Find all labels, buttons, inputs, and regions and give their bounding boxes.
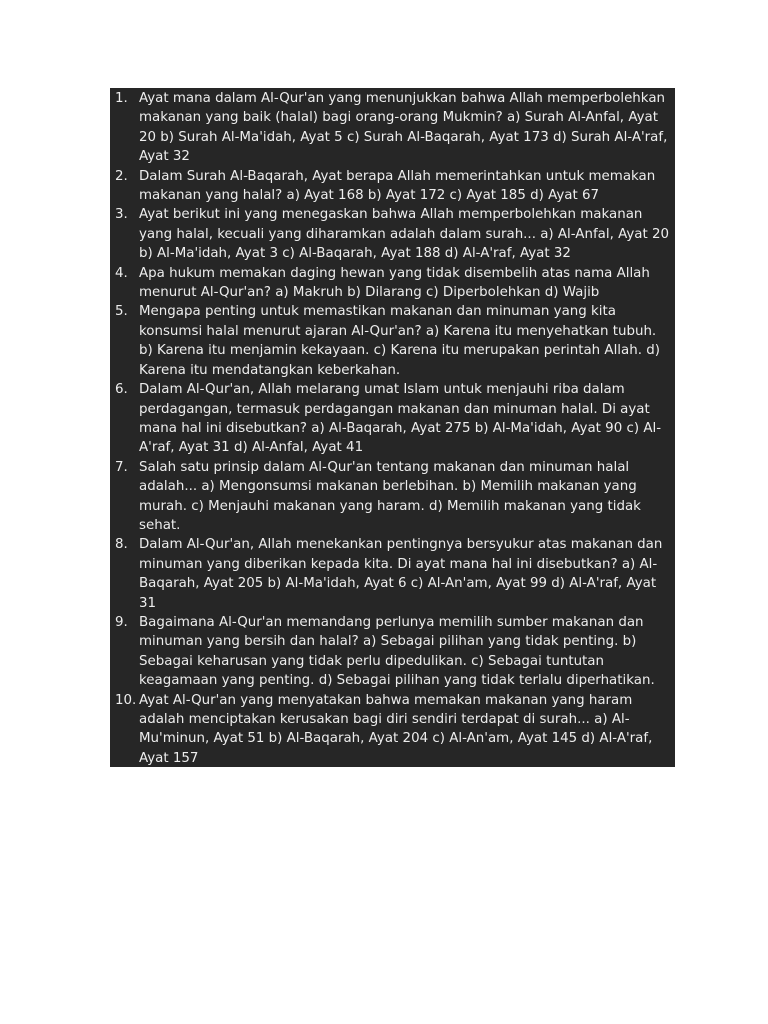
question-text: Ayat mana dalam Al-Qur'an yang menunjukkan bahwa Allah memperbolehkan makanan yang baik (halal) bagi orang-orang Mukmin? a) Surah Al-Anfal, Ayat 20 b) Surah Al-Ma'idah, Ayat 5 c) Surah Al-Baqarah, Ayat 173 d) Surah Al-A'raf, Ayat 32 [139,91,668,165]
question-item-2 [110,167,675,206]
question-text: Dalam Surah Al-Baqarah, Ayat berapa Allah memerintahkan untuk memakan makanan yang halal? a) Ayat 168 b) Ayat 172 c) Ayat 185 d) Ayat 67 [139,168,656,204]
question-list [110,89,675,768]
question-number: 3. [115,207,128,223]
question-text: Ayat Al-Qur'an yang menyatakan bahwa memakan makanan yang haram adalah menciptakan kerusakan bagi diri sendiri terdapat di surah... a) Al-Mu'minun, Ayat 51 b) Al-Baqarah, Ayat 204 c) Al-An'am, Ayat 145 d) Al-A'raf, Ayat 157 [139,692,653,766]
question-item-6 [110,380,675,458]
question-text: Dalam Al-Qur'an, Allah melarang umat Islam untuk menjauhi riba dalam perdagangan, termasuk perdagangan makanan dan minuman halal. Di ayat mana hal ini disebutkan? a) Al-Baqarah, Ayat 275 b) Al-Ma'idah, Ayat 90 c) Al-A'raf, Ayat 31 d) Al-Anfal, Ayat 41 [139,382,662,456]
question-number: 9. [115,614,128,630]
question-item-9 [110,613,675,691]
question-box [110,88,675,767]
question-text: Dalam Al-Qur'an, Allah menekankan pentingnya bersyukur atas makanan dan minuman yang diberikan kepada kita. Di ayat mana hal ini disebutkan? a) Al-Baqarah, Ayat 205 b) Al-Ma'idah, Ayat 6 c) Al-An'am, Ayat 99 d) Al-A'raf, Ayat 31 [139,537,663,611]
question-text: Ayat berikut ini yang menegaskan bahwa Allah memperbolehkan makanan yang halal, kecuali yang diharamkan adalah dalam surah... a) Al-Anfal, Ayat 20 b) Al-Ma'idah, Ayat 3 c) Al-Baqarah, Ayat 188 d) Al-A'raf, Ayat 32 [139,207,670,262]
question-text: Apa hukum memakan daging hewan yang tidak disembelih atas nama Allah menurut Al-Qur'an? a) Makruh b) Dilarang c) Diperbolehkan d) Wajib [139,265,650,301]
question-number: 8. [115,537,128,553]
question-text: Bagaimana Al-Qur'an memandang perlunya memilih sumber makanan dan minuman yang bersih dan halal? a) Sebagai pilihan yang tidak penting. b) Sebagai keharusan yang tidak perlu dipedulikan. c) Sebagai tuntutan keagamaan yang penting. d) Sebagai pilihan yang tidak terlalu diperhatikan. [139,614,655,689]
question-item-3 [110,205,675,263]
question-item-1 [110,89,675,167]
question-number: 2. [115,168,128,184]
question-number: 5. [115,304,128,320]
question-number: 1. [115,91,128,106]
question-number: 10. [115,692,137,708]
question-number: 6. [115,382,128,398]
question-item-4 [110,264,675,303]
question-text: Mengapa penting untuk memastikan makanan dan minuman yang kita konsumsi halal menurut ajaran Al-Qur'an? a) Karena itu menyehatkan tubuh. b) Karena itu menjamin kekayaan. c) Karena itu merupakan perintah Allah. d) Karena itu mendatangkan keberkahan. [139,304,660,378]
question-item-8 [110,535,675,613]
question-number: 7. [115,459,128,475]
question-number: 4. [115,265,128,281]
question-text: Salah satu prinsip dalam Al-Qur'an tentang makanan dan minuman halal adalah... a) Mengonsumsi makanan berlebihan. b) Memilih makanan yang murah. c) Menjauhi makanan yang haram. d) Memilih makanan yang tidak sehat. [139,459,641,533]
question-item-7 [110,458,675,536]
question-item-5 [110,302,675,380]
question-item-10 [110,691,675,769]
